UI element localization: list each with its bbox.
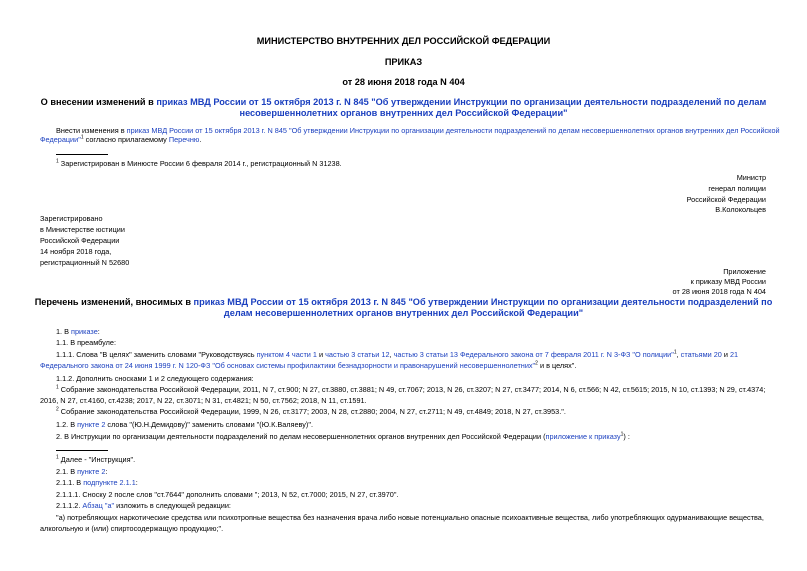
link-punkt-2-instr[interactable]: пункте 2 <box>77 467 106 476</box>
link-21[interactable]: 21 <box>729 350 739 359</box>
appendix-date: от 28 июня 2018 года N 404 <box>672 287 766 296</box>
title-prefix: О внесении изменений в <box>40 97 157 107</box>
item-2-text-b: ) : <box>623 432 630 441</box>
item-2-1-1-2-text-b: изложить в следующей редакции: <box>114 501 231 510</box>
quote-footnote-1-text: Собрание законодательства Российской Федерации, 2011, N 7, ст.900; N 27, ст.3880, ст.3881; N 49, ст.7067; 2013, N 26, ст.3207; N 27, ст.3477; 2014, N 6, ст.566; N 42, ст.5615; 2015, N 10, ст.1393; N 29, ст.4374; <box>58 385 766 394</box>
item-2-1-1-text-a: 2.1.1. В <box>56 478 84 487</box>
intro-line2 <box>40 135 201 144</box>
quote-footnote-2 <box>56 407 566 416</box>
item-1-prefix: 1. В <box>56 327 72 336</box>
item-1-2-text-a: 1.2. В <box>56 420 78 429</box>
footnote-1-mark: 1 <box>56 158 59 165</box>
intro-order-link-cont[interactable]: Федерации" <box>40 135 81 144</box>
intro-end: . <box>199 135 202 144</box>
list-title-prefix: Перечень изменений, вносимых в <box>34 297 194 307</box>
registration-line1: Зарегистрировано <box>40 214 103 223</box>
order-date-number: от 28 июня 2018 года N 404 <box>342 77 465 87</box>
item-2-1-1-text-b: : <box>135 478 138 487</box>
list-title-order-link-cont[interactable]: делам несовершеннолетних органов внутренних дел Российской Федерации" <box>223 308 584 318</box>
list-title-order-link[interactable]: приказ МВД России от 15 октября 2013 г. N 845 "Об утверждении Инструкции по организации деятельности подразделений по <box>193 297 773 307</box>
footnote-instruction-text: Далее - "Инструкция". <box>58 455 136 464</box>
quote-footnote-1-mark: 1 <box>56 384 59 391</box>
list-title-line1 <box>0 297 807 308</box>
footnote-1 <box>56 159 342 168</box>
quote-abzac-a-line2: алкогольную и (или) спиртосодержащую продукцию;". <box>40 524 224 533</box>
quote-footnote-1-line2: 2016, N 27, ст.4160, ст.4238; 2017, N 22, ст.3071; N 31, ст.4821; N 50, ст.7562; 2018, N 11, ст.1591. <box>40 396 367 405</box>
intro-middle: согласно прилагаемому <box>83 135 169 144</box>
item-1-1-1-text-d: , <box>676 350 681 359</box>
item-2-1-1-2 <box>56 501 231 510</box>
link-punkt-4[interactable]: пунктом 4 части 1 <box>256 350 317 359</box>
item-1-1-1-line1 <box>56 350 738 359</box>
footnote-instruction-mark: 1 <box>56 454 59 461</box>
footnote-instruction <box>56 455 135 464</box>
item-1-link[interactable]: приказе <box>71 327 98 336</box>
item-1 <box>56 327 100 336</box>
item-1-1-1-text-a: 1.1.1. Слова "В целях" заменить словами "Руководствуясь <box>56 350 257 359</box>
registration-line2: в Министерстве юстиции <box>40 225 125 234</box>
signature-rank: генерал полиции <box>708 184 766 193</box>
title-order-link[interactable]: приказ МВД России от 15 октября 2013 г. N 845 "Об утверждении Инструкции по организации деятельности подразделений по делам <box>156 97 767 107</box>
link-podpunkt-2-1-1[interactable]: подпункте 2.1.1 <box>83 478 136 487</box>
footnote-divider-2 <box>56 450 108 451</box>
appendix-label: Приложение <box>723 267 766 276</box>
signature-country: Российской Федерации <box>686 195 766 204</box>
quote-footnote-2-text: Собрание законодательства Российской Федерации, 1999, N 26, ст.3177; 2003, N 28, ст.2880; 2004, N 27, ст.2711; N 49, ст.4849; 2018, N 27, ст.3953.". <box>58 407 566 416</box>
footnote-divider <box>56 154 108 155</box>
link-abzac-a[interactable]: Абзац "а" <box>82 501 115 510</box>
doc-type: ПРИКАЗ <box>384 57 423 67</box>
signature-name: В.Колокольцев <box>715 205 766 214</box>
list-title-line2 <box>0 308 807 319</box>
item-1-1-1-text-e: и <box>721 350 730 359</box>
registration-line5: регистрационный N 52680 <box>40 258 130 267</box>
item-1-1: 1.1. В преамбуле: <box>56 338 117 347</box>
footnote-1-text: Зарегистрирован в Минюсте России 6 февраля 2014 г., регистрационный N 31238. <box>58 159 342 168</box>
appendix-order: к приказу МВД России <box>690 277 766 286</box>
item-1-1-1-end: и в целях". <box>537 361 577 370</box>
perechen-link[interactable]: Перечню <box>168 135 200 144</box>
item-2 <box>56 432 630 441</box>
quote-footnote-2-mark: 2 <box>56 406 59 413</box>
intro-prefix: Внести изменения в <box>56 126 127 135</box>
item-2-1 <box>56 467 107 476</box>
link-chast-3-st-13[interactable]: частью 3 статьи 13 Федерального закона от 7 февраля 2011 г. N 3-ФЗ "О полиции" <box>393 350 674 359</box>
item-1-1-1-text-b: и <box>316 350 326 359</box>
item-1-end: : <box>97 327 100 336</box>
link-punkt-2[interactable]: пункте 2 <box>77 420 106 429</box>
footnote-ref-120fz[interactable]: 2 <box>535 360 538 367</box>
quote-abzac-a-line1: "а) потребляющих наркотические средства или психотропные вещества без назначения врача либо новые потенциально опасные психоактивные вещества, либо употребляющих одурманивающие вещества, <box>56 513 764 522</box>
item-1-2 <box>56 420 313 429</box>
item-1-1-2: 1.1.2. Дополнить сносками 1 и 2 следующего содержания: <box>56 374 254 383</box>
item-2-1-1-1: 2.1.1.1. Сноску 2 после слов "ст.7644" дополнить словами "; 2013, N 52, ст.7000; 2015, N 27, ст.3970". <box>56 490 399 499</box>
item-2-1-text-b: : <box>105 467 108 476</box>
item-2-1-1 <box>56 478 138 487</box>
quote-footnote-1-line1 <box>56 385 765 394</box>
link-statyami-20[interactable]: статьями 20 <box>680 350 722 359</box>
signature-title: Министр <box>736 173 766 182</box>
ministry-name: МИНИСТЕРСТВО ВНУТРЕННИХ ДЕЛ РОССИЙСКОЙ ФЕДЕРАЦИИ <box>256 36 551 46</box>
registration-line3: Российской Федерации <box>40 236 120 245</box>
link-chast-3-st-12[interactable]: частью 3 статьи 12 <box>325 350 390 359</box>
footnote-ref-police[interactable]: 1 <box>673 349 677 356</box>
footnote-ref-1[interactable]: 1 <box>80 134 84 141</box>
intro-line1 <box>56 126 780 135</box>
link-appendix[interactable]: приложение к приказу <box>545 432 621 441</box>
item-1-1-1-text-c: , <box>389 350 394 359</box>
footnote-ref-instruction[interactable]: 1 <box>620 431 624 438</box>
intro-order-link[interactable]: приказ МВД России от 15 октября 2013 г. N 845 "Об утверждении Инструкции по организации деятельности подразделений по делам несовершеннолетних органов внутренних дел Российской <box>126 126 780 135</box>
item-1-1-1-line2 <box>40 361 576 370</box>
order-title-line2 <box>0 108 807 119</box>
item-2-1-text-a: 2.1. В <box>56 467 78 476</box>
item-2-1-1-2-text-a: 2.1.1.2. <box>56 501 83 510</box>
item-1-2-text-b: слова "(Ю.Н.Демидову)" заменить словами "(Ю.К.Валяеву)". <box>105 420 313 429</box>
order-title-line1 <box>0 97 807 108</box>
link-120-fz[interactable]: Федерального закона от 24 июня 1999 г. N 120-ФЗ "Об основах системы профилактики безнадзорности и правонарушений несовершеннолетних" <box>40 361 536 370</box>
registration-line4: 14 ноября 2018 года, <box>40 247 112 256</box>
item-2-text-a: 2. В Инструкции по организации деятельности подразделений по делам несовершеннолетних органов внутренних дел Российской Федерации ( <box>56 432 546 441</box>
title-order-link-cont[interactable]: несовершеннолетних органов внутренних дел Российской Федерации" <box>239 108 568 118</box>
